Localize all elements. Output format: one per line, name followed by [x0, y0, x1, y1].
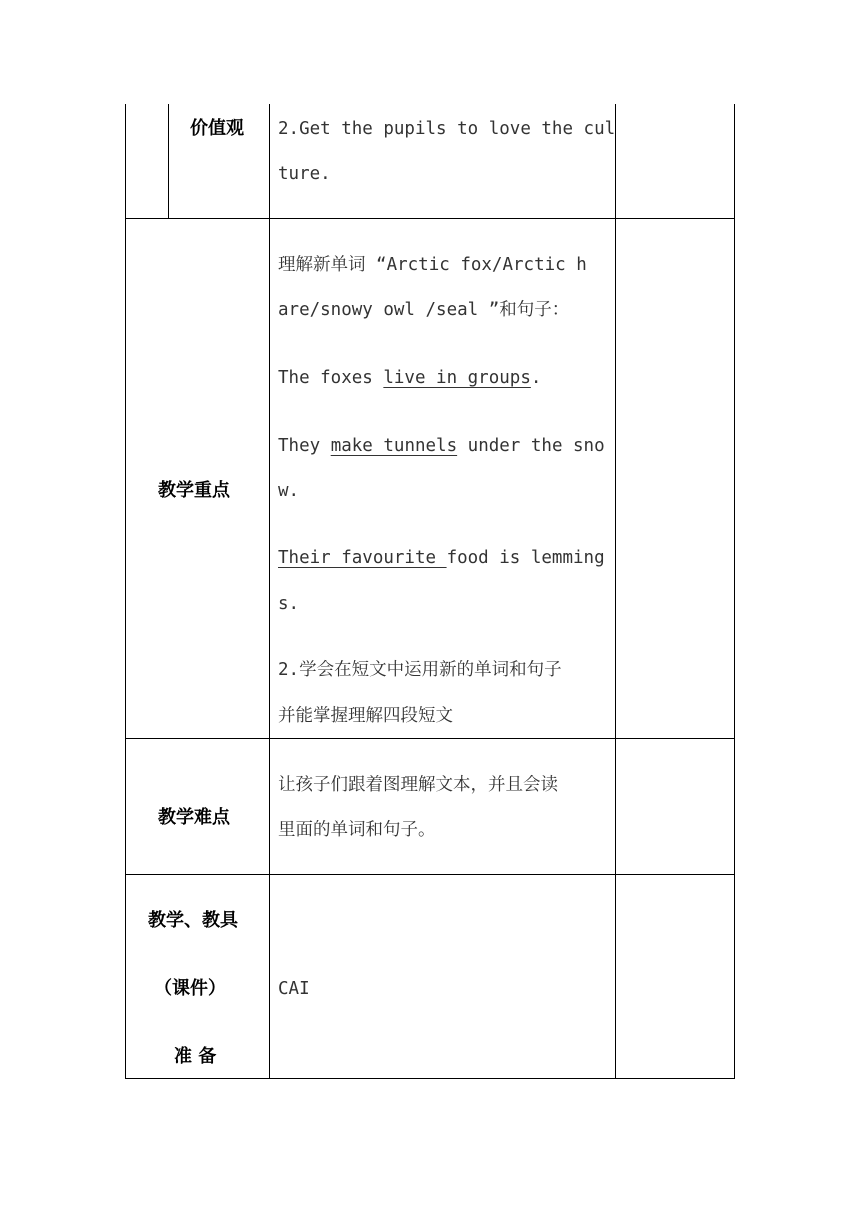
tools-row-label-line-3: 准 备 [174, 1046, 217, 1067]
values-line-1: 2.Get the pupils to love the cul [278, 119, 616, 139]
inner-label-divider [168, 104, 169, 219]
key-point-2-line-1: 2.学会在短文中运用新的单词和句子 [278, 660, 562, 680]
sentence-3 [278, 547, 605, 569]
tools-row-value: CAI [278, 979, 310, 999]
sentence-1 [278, 367, 541, 389]
content-column-divider [615, 104, 616, 1079]
tools-row-label-line-2: （课件） [154, 978, 226, 999]
table-bottom-border [125, 1078, 735, 1079]
key-points-intro-line-1: 理解新单词 “Arctic fox/Arctic h [278, 255, 587, 275]
values-line-2: ture. [278, 164, 331, 184]
values-row-label: 价值观 [190, 118, 244, 139]
label-column-divider [269, 104, 270, 1079]
sentence-3-underlined: Their favourite [278, 548, 447, 568]
row-divider-2 [125, 738, 735, 739]
row-divider-3 [125, 874, 735, 875]
sentence-3-line-2: s. [278, 594, 300, 614]
sentence-3-after: food is lemming [446, 548, 605, 568]
sentence-1-underlined: live in groups [383, 368, 531, 388]
sentence-2-before: They [278, 436, 331, 456]
sentence-1-before: The foxes [278, 368, 384, 388]
sentence-2-after: under the sno [457, 436, 605, 456]
sentence-2-line-2: w. [278, 481, 300, 501]
sentence-2-underlined: make tunnels [330, 436, 458, 456]
row-divider-1 [125, 218, 735, 219]
table-left-border [125, 104, 126, 1079]
key-points-row-label: 教学重点 [158, 480, 230, 501]
difficulty-row-label: 教学难点 [158, 807, 230, 828]
table-right-border [734, 104, 735, 1079]
sentence-2 [278, 435, 605, 457]
key-points-intro-line-2: are/snowy owl /seal ”和句子： [278, 300, 570, 320]
sentence-1-after: . [530, 368, 542, 388]
difficulty-line-2: 里面的单词和句子。 [278, 820, 436, 840]
tools-row-label-line-1: 教学、教具 [148, 910, 238, 931]
difficulty-line-1: 让孩子们跟着图理解文本，并且会读 [278, 775, 558, 795]
key-point-2-line-2: 并能掌握理解四段短文 [278, 706, 453, 726]
